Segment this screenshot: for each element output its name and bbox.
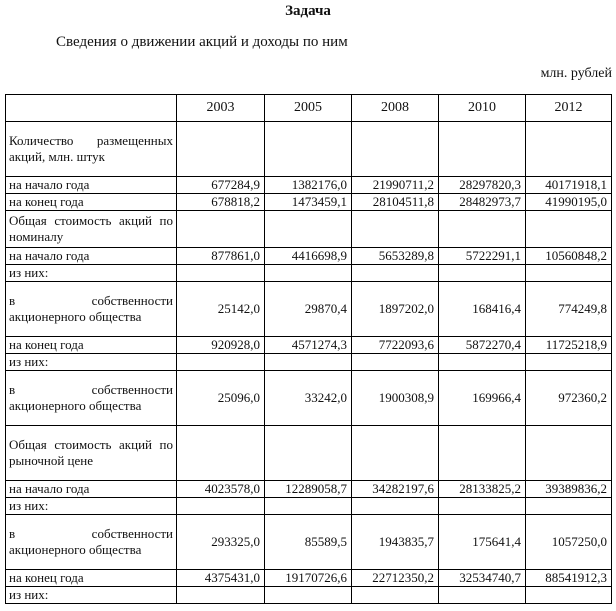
table-cell — [352, 426, 439, 481]
table-row — [6, 211, 612, 248]
row-label: из них: — [6, 265, 177, 282]
table-row — [6, 194, 612, 211]
header-cell: 2003 — [177, 95, 265, 122]
table-cell — [439, 265, 526, 282]
row-label: на конец года — [6, 337, 177, 354]
row-label: на начало года — [6, 481, 177, 498]
table-cell: 168416,4 — [439, 282, 526, 337]
header-cell: 2008 — [352, 95, 439, 122]
table-cell: 41990195,0 — [526, 194, 612, 211]
table-cell: 1897202,0 — [352, 282, 439, 337]
table-cell: 1382176,0 — [265, 177, 352, 194]
table-row — [6, 265, 612, 282]
header-cell: 2010 — [439, 95, 526, 122]
table-cell: 4375431,0 — [177, 570, 265, 587]
table-cell — [526, 498, 612, 515]
table-cell — [439, 122, 526, 177]
table-cell — [265, 211, 352, 248]
table-cell: 12289058,7 — [265, 481, 352, 498]
table-cell: 19170726,6 — [265, 570, 352, 587]
table-cell: 10560848,2 — [526, 248, 612, 265]
table-cell — [177, 498, 265, 515]
table-cell — [526, 426, 612, 481]
table-cell: 1473459,1 — [265, 194, 352, 211]
table-row — [6, 337, 612, 354]
document-title: Задача — [285, 3, 331, 19]
table-cell: 920928,0 — [177, 337, 265, 354]
table-cell: 29870,4 — [265, 282, 352, 337]
table-cell: 11725218,9 — [526, 337, 612, 354]
row-label: в собственности акционерного общества — [6, 282, 177, 337]
table-row — [6, 515, 612, 570]
table-cell — [265, 122, 352, 177]
row-label: из них: — [6, 354, 177, 371]
table-cell — [526, 211, 612, 248]
table-cell: 22712350,2 — [352, 570, 439, 587]
row-label: Общая стоимость акций по номиналу — [6, 211, 177, 248]
row-label: Общая стоимость акций по рыночной цене — [6, 426, 177, 481]
units-label: млн. рублей — [540, 66, 612, 81]
table-cell: 28297820,3 — [439, 177, 526, 194]
table-cell: 175641,4 — [439, 515, 526, 570]
table-cell — [177, 354, 265, 371]
table-cell — [439, 587, 526, 604]
table-row — [6, 122, 612, 177]
table-cell: 972360,2 — [526, 371, 612, 426]
table-cell: 28133825,2 — [439, 481, 526, 498]
table-cell — [439, 354, 526, 371]
table-cell: 5722291,1 — [439, 248, 526, 265]
table-cell — [526, 122, 612, 177]
table-cell — [352, 498, 439, 515]
table-cell: 877861,0 — [177, 248, 265, 265]
header-cell: 2005 — [265, 95, 352, 122]
table-cell: 28104511,8 — [352, 194, 439, 211]
table-cell: 88541912,3 — [526, 570, 612, 587]
table-cell: 40171918,1 — [526, 177, 612, 194]
header-cell — [6, 95, 177, 122]
table-cell: 4023578,0 — [177, 481, 265, 498]
table-cell: 28482973,7 — [439, 194, 526, 211]
table-cell: 677284,9 — [177, 177, 265, 194]
table-cell: 39389836,2 — [526, 481, 612, 498]
table-cell — [177, 426, 265, 481]
table-cell — [439, 426, 526, 481]
table-cell: 774249,8 — [526, 282, 612, 337]
table-cell: 5872270,4 — [439, 337, 526, 354]
table-cell — [177, 211, 265, 248]
table-cell: 1900308,9 — [352, 371, 439, 426]
table-row — [6, 570, 612, 587]
table-row — [6, 426, 612, 481]
shares-table — [5, 94, 612, 604]
table-row — [6, 354, 612, 371]
table-cell: 678818,2 — [177, 194, 265, 211]
table-row — [6, 282, 612, 337]
table-cell — [526, 354, 612, 371]
table-cell — [439, 498, 526, 515]
table-header-row — [6, 95, 612, 122]
row-label: в собственности акционерного общества — [6, 515, 177, 570]
table-cell: 1057250,0 — [526, 515, 612, 570]
row-label: на конец года — [6, 194, 177, 211]
row-label: на конец года — [6, 570, 177, 587]
table-row — [6, 248, 612, 265]
table-cell — [526, 265, 612, 282]
table-cell: 5653289,8 — [352, 248, 439, 265]
table-cell — [352, 587, 439, 604]
row-label: Количество размещенных акций, млн. штук — [6, 122, 177, 177]
table-cell: 32534740,7 — [439, 570, 526, 587]
table-cell: 4571274,3 — [265, 337, 352, 354]
table-row — [6, 498, 612, 515]
table-cell — [352, 354, 439, 371]
table-cell: 7722093,6 — [352, 337, 439, 354]
row-label: в собственности акционерного общества — [6, 371, 177, 426]
table-cell — [439, 211, 526, 248]
table-cell: 34282197,6 — [352, 481, 439, 498]
table-cell — [265, 265, 352, 282]
table-row — [6, 371, 612, 426]
row-label: из них: — [6, 587, 177, 604]
table-cell: 21990711,2 — [352, 177, 439, 194]
table-cell: 169966,4 — [439, 371, 526, 426]
table-cell: 85589,5 — [265, 515, 352, 570]
row-label: на начало года — [6, 177, 177, 194]
table-cell: 25096,0 — [177, 371, 265, 426]
table-cell — [265, 498, 352, 515]
table-cell — [352, 211, 439, 248]
table-cell — [352, 122, 439, 177]
header-cell: 2012 — [526, 95, 612, 122]
row-label: из них: — [6, 498, 177, 515]
table-cell — [352, 265, 439, 282]
table-cell: 4416698,9 — [265, 248, 352, 265]
table-cell: 25142,0 — [177, 282, 265, 337]
table-cell — [177, 122, 265, 177]
table-cell — [265, 354, 352, 371]
table-row — [6, 587, 612, 604]
document-subtitle: Сведения о движении акций и доходы по ним — [56, 34, 348, 50]
table-cell: 1943835,7 — [352, 515, 439, 570]
table-row — [6, 481, 612, 498]
row-label: на начало года — [6, 248, 177, 265]
table-cell — [265, 426, 352, 481]
table-cell: 293325,0 — [177, 515, 265, 570]
table-cell — [177, 587, 265, 604]
table-cell — [265, 587, 352, 604]
table-cell — [526, 587, 612, 604]
table-row — [6, 177, 612, 194]
table-cell — [177, 265, 265, 282]
table-cell: 33242,0 — [265, 371, 352, 426]
